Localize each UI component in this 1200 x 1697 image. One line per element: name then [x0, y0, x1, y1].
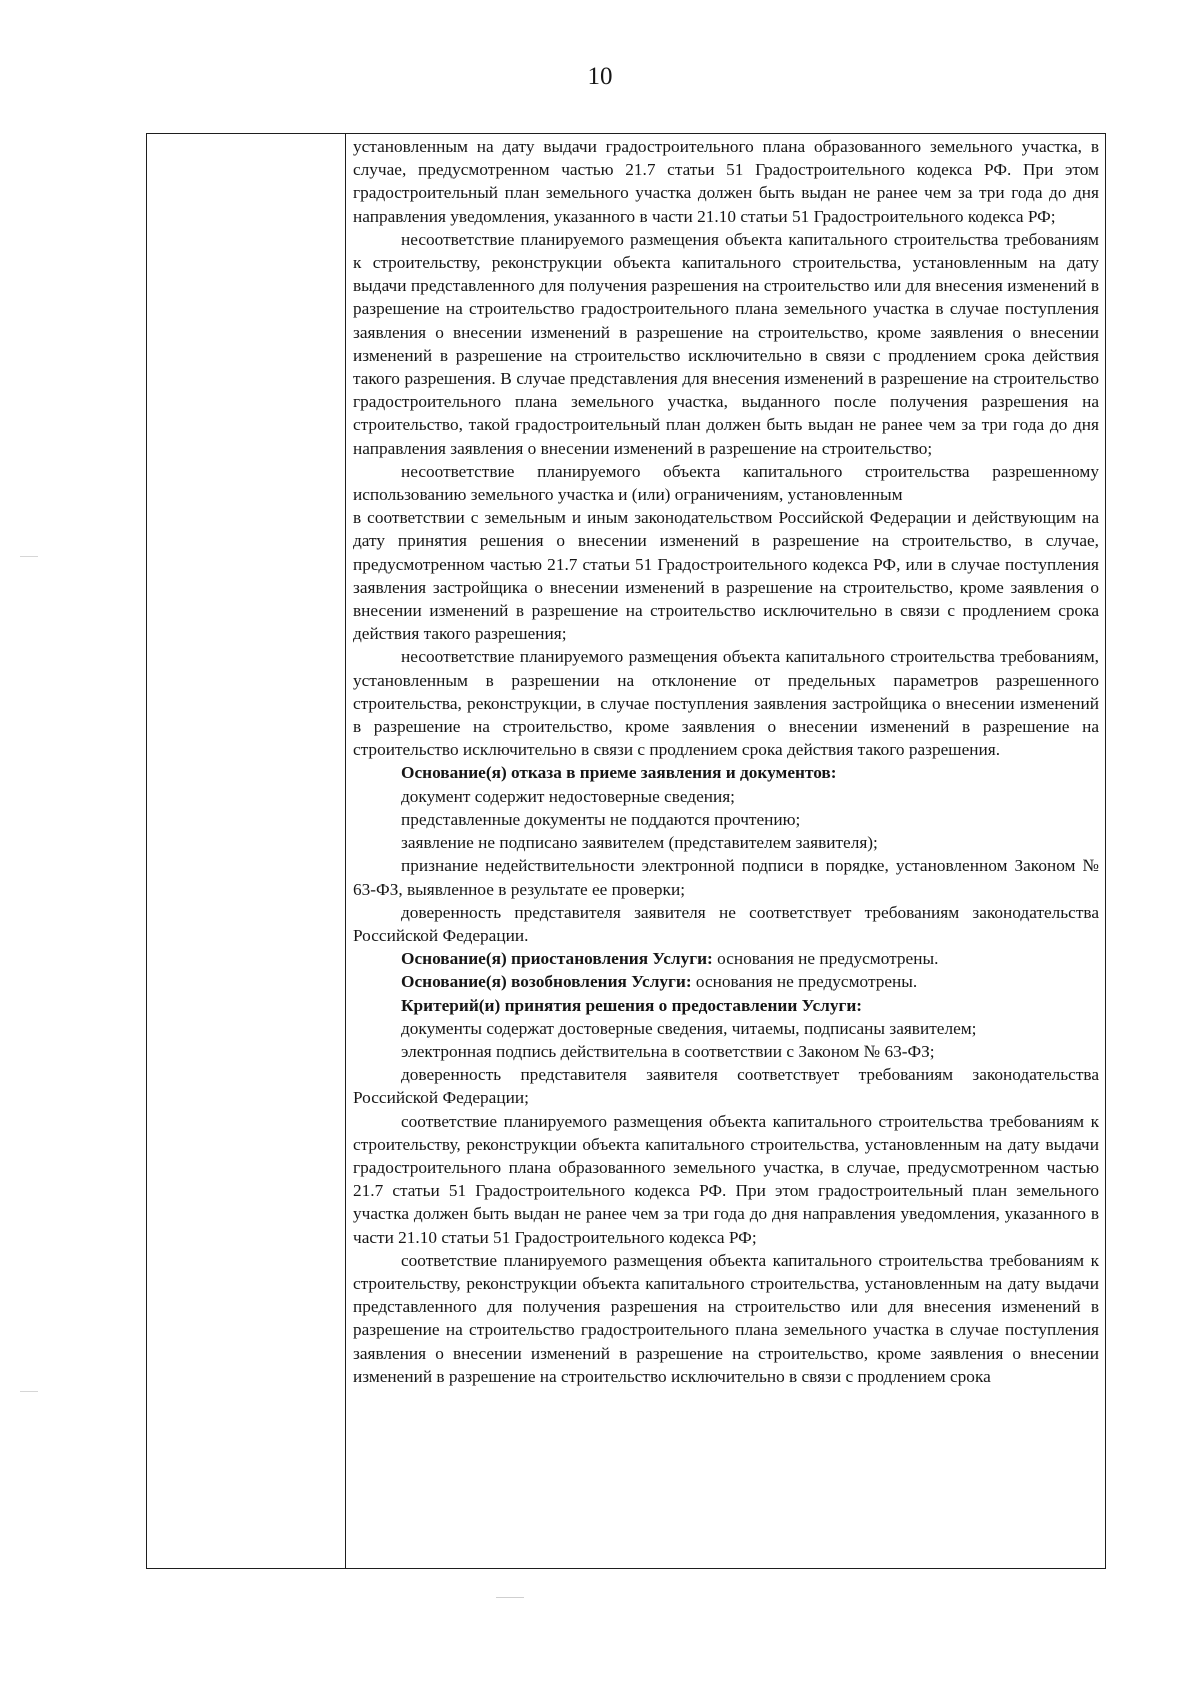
scan-edge-mark	[20, 556, 38, 557]
list-item: доверенность представителя заявителя соответствует требованиям законодательства Российской Федерации;	[353, 1065, 1099, 1108]
list-item: представленные документы не поддаются прочтению;	[401, 809, 801, 829]
list-item: документы содержат достоверные сведения, читаемы, подписаны заявителем;	[401, 1018, 977, 1038]
document-table	[146, 133, 1106, 1569]
section-heading: Основание(я) приостановления Услуги: основания не предусмотрены.	[401, 949, 939, 969]
list-item: документ содержит недостоверные сведения;	[401, 786, 735, 806]
paragraph: несоответствие планируемого размещения объекта капитального строительства требованиям, установленным в разрешении на отклонение от предельных параметров разрешенного строительства, реконструкции, в случае поступления заявления застройщика о внесении изменений в разрешение на строительство, кроме заявления о внесении изменений в разрешение на строительство исключительно в связи с продлением срока действия такого разрешения.	[353, 647, 1099, 760]
scan-bottom-mark	[496, 1597, 524, 1598]
table-column-divider	[345, 134, 346, 1568]
paragraph: соответствие планируемого размещения объекта капитального строительства требованиям к строительству, реконструкции объекта капитального строительства, установленным на дату выдачи представленного для получения разрешения на строительство или для внесения изменений в разрешение на строительство градостроительного плана земельного участка в случае поступления заявления о внесении изменений в разрешение на строительство, кроме заявления о внесении изменений в разрешение на строительство исключительно в связи с продлением срока	[353, 1250, 1099, 1386]
paragraph: установленным на дату выдачи градостроительного плана образованного земельного участка, в случае, предусмотренном частью 21.7 статьи 51 Градостроительного кодекса РФ. При этом градостроительный план земельного участка должен быть выдан не ранее чем за три года до дня направления уведомления, указанного в части 21.10 статьи 51 Градостроительного кодекса РФ;	[353, 137, 1099, 226]
section-heading: Основание(я) отказа в приеме заявления и документов:	[401, 763, 837, 783]
scan-edge-mark	[20, 1391, 38, 1392]
paragraph: несоответствие планируемого размещения объекта капитального строительства требованиям к строительству, реконструкции объекта капитального строительства, установленным на дату выдачи представленного для получения разрешения на строительство или для внесения изменений в разрешение на строительство градостроительного плана земельного участка в случае поступления заявления о внесении изменений в разрешение на строительство, кроме заявления о внесении изменений в разрешение на строительство исключительно в связи с продлением срока действия такого разрешения. В случае представления для внесения изменений в разрешение на строительство градостроительного плана земельного участка, выданного после получения разрешения на строительство, такой градостроительный план должен быть выдан не ранее чем за три года до дня направления заявления о внесении изменений в разрешение на строительство;	[353, 229, 1099, 458]
list-item: электронная подпись действительна в соответствии с Законом № 63-ФЗ;	[401, 1041, 935, 1061]
section-heading: Основание(я) возобновления Услуги: основания не предусмотрены.	[401, 972, 918, 992]
table-text-cell	[353, 135, 1099, 1388]
list-item: признание недействительности электронной подписи в порядке, установленном Законом № 63-ФЗ, выявленное в результате ее проверки;	[353, 856, 1099, 899]
paragraph: в соответствии с земельным и иным законодательством Российской Федерации и действующим на дату принятия решения о внесении изменений в разрешение на строительство, в случае, предусмотренном частью 21.7 статьи 51 Градостроительного кодекса РФ, или в случае поступления заявления застройщика о внесении изменений в разрешение на строительство, кроме заявления о внесении изменений в разрешение на строительство исключительно в связи с продлением срока действия такого разрешения;	[353, 508, 1099, 644]
paragraph: несоответствие планируемого объекта капитального строительства разрешенному использованию земельного участка и (или) ограничениям, установленным	[353, 461, 1099, 505]
page-number: 10	[587, 63, 613, 90]
section-heading: Критерий(и) принятия решения о предоставлении Услуги:	[401, 995, 863, 1015]
list-item: заявление не подписано заявителем (представителем заявителя);	[401, 833, 878, 853]
list-item: доверенность представителя заявителя не соответствует требованиям законодательства Российской Федерации.	[353, 902, 1099, 945]
paragraph: соответствие планируемого размещения объекта капитального строительства требованиям к строительству, реконструкции объекта капитального строительства, установленным на дату выдачи градостроительного плана образованного земельного участка, в случае, предусмотренном частью 21.7 статьи 51 Градостроительного кодекса РФ. При этом градостроительный план земельного участка должен быть выдан не ранее чем за три года до дня направления уведомления, указанного в части 21.10 статьи 51 Градостроительного кодекса РФ;	[353, 1111, 1099, 1247]
